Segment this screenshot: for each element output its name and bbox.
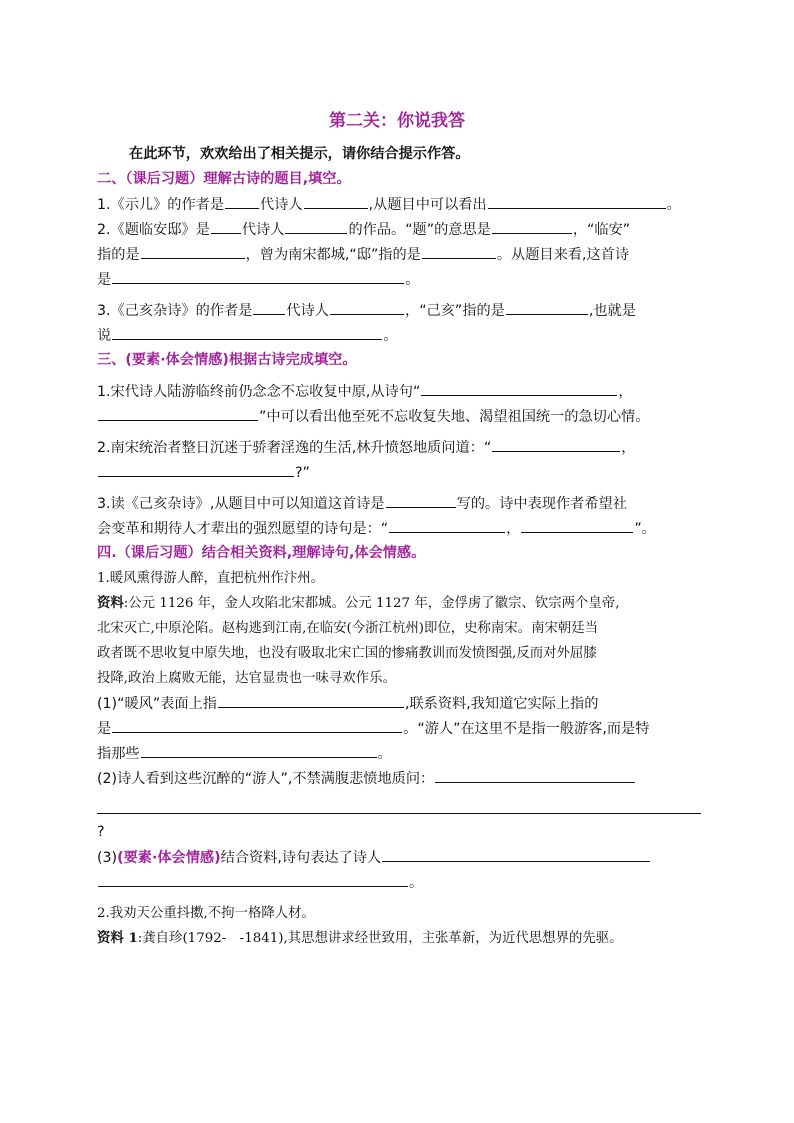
section-2-heading: 二、（课后习题）理解古诗的题目,填空。 (97, 171, 351, 187)
q-text: 是 (97, 721, 112, 737)
reference-text: :公元 1126 年，金人攻陷北宋都城。公元 1127 年，金俘虏了徽宗、钦宗两个皇帝, (123, 596, 620, 611)
q-text: 结合资料,诗句表达了诗人 (220, 850, 382, 866)
q-text: 代诗人 (286, 303, 329, 319)
answer-blank[interactable] (225, 192, 259, 209)
question-4-3-cont (97, 870, 705, 895)
question-4-1-end (97, 741, 705, 766)
answer-blank[interactable] (285, 217, 347, 234)
poem-line-2: 2.我劝天公重抖擞,不拘一格降人材。 (97, 906, 315, 921)
answer-blank[interactable] (506, 298, 588, 315)
question-2-2-end (97, 267, 705, 292)
question-2-3 (97, 298, 705, 323)
q-text: 的作品。“题”的意思是 (348, 222, 491, 238)
question-3-1-cont (97, 404, 705, 429)
section-4-heading: 四.（课后习题）结合相关资料,理解诗句,体会情感。 (97, 545, 426, 561)
page-title: 第二关：你说我答 (329, 111, 465, 131)
q-text: 。 (383, 328, 398, 344)
q-text: (2)诗人看到这些沉醉的“游人”,不禁满腹悲愤地质问： (97, 771, 435, 787)
answer-blank[interactable] (422, 242, 496, 259)
q-text: (3) (97, 850, 118, 866)
q-text: ， (506, 521, 521, 537)
q-text: ， (621, 440, 636, 456)
q-text: ”。 (634, 521, 656, 537)
q-text: 。从题目来看,这首诗 (496, 247, 630, 263)
question-4-2-end: ? (97, 824, 105, 840)
answer-blank[interactable] (112, 267, 404, 284)
answer-blank[interactable] (141, 741, 377, 758)
section-3-heading (97, 348, 705, 373)
intro-text: 在此环节，欢欢给出了相关提示，请你结合提示作答。 (129, 146, 470, 162)
q-text: 指那些 (97, 746, 140, 762)
answer-line[interactable] (97, 791, 701, 814)
q-text: 。 (666, 197, 681, 213)
question-3-2-cont (97, 460, 705, 485)
q-text: ,也就是 (588, 303, 636, 319)
section-title: 根据古诗完成填空。 (228, 352, 357, 368)
answer-blank[interactable] (98, 460, 294, 477)
answer-blank[interactable] (435, 766, 635, 783)
q-text: ，曾为南宋都城,“邸”指的是 (245, 247, 421, 263)
question-2-3-cont (97, 323, 705, 348)
question-3-1 (97, 379, 705, 404)
element-tag: (要素·体会情感) (117, 850, 221, 866)
reference-1-line: 投降,政治上腐败无能，达官显贵也一味寻欢作乐。 (97, 671, 396, 686)
q-text: 说 (97, 328, 112, 344)
answer-blank[interactable] (492, 435, 620, 452)
q-text: ”中可以看出他至死不忘收复失地、渴望祖国统一的急切心情。 (259, 409, 650, 425)
q-text: 代诗人 (241, 222, 285, 238)
reference-label: 资料 (97, 595, 124, 611)
q-text: 1.宋代诗人陆游临终前仍念念不忘收复中原,从诗句“ (97, 384, 421, 400)
q-text: 。 (409, 875, 424, 891)
reference-1-line: 政者既不思收复中原失地，也没有吸取北宋亡国的惨痛教训而发愤图强,反而对外屈膝 (97, 646, 597, 661)
q-text: 指的是 (97, 247, 140, 263)
reference-label: 资料 1 (97, 930, 138, 946)
reference-text: :龚自珍(1792- -1841),其思想讲求经世致用，主张革新，为近代思想界的先驱。 (137, 931, 623, 946)
question-2-1 (97, 192, 705, 217)
q-text: 1.《示儿》的作者是 (97, 197, 225, 213)
q-text: 。 (405, 272, 420, 288)
answer-blank[interactable] (253, 298, 285, 315)
answer-blank[interactable] (382, 845, 650, 862)
answer-blank[interactable] (492, 217, 572, 234)
answer-blank[interactable] (211, 217, 241, 234)
q-text: ，“己亥”指的是 (405, 303, 505, 319)
poem-line-1: 1.暖风熏得游人醉，直把杭州作汴州。 (97, 571, 325, 586)
q-text: ,联系资料,我知道它实际上指的 (404, 696, 599, 712)
answer-blank[interactable] (389, 516, 505, 533)
q-text: ，“临安” (572, 222, 631, 238)
answer-blank[interactable] (330, 298, 404, 315)
q-text: 2.南宋统治者整日沉迷于骄奢淫逸的生活,林升愤怒地质问道：“ (97, 440, 492, 456)
q-text: ， (618, 384, 633, 400)
answer-blank[interactable] (386, 491, 456, 508)
question-3-3-cont (97, 516, 705, 541)
answer-blank[interactable] (141, 242, 245, 259)
q-text: 写的。诗中表现作者希望社 (456, 496, 627, 512)
answer-blank[interactable] (218, 691, 404, 708)
q-text: 代诗人 (260, 197, 303, 213)
answer-blank[interactable] (421, 379, 617, 396)
question-4-2 (97, 766, 705, 791)
answer-blank[interactable] (304, 192, 368, 209)
question-2-2 (97, 217, 705, 242)
question-3-3 (97, 491, 705, 516)
question-4-1 (97, 691, 705, 716)
question-3-2 (97, 435, 705, 460)
reference-2-line (97, 926, 705, 951)
answer-blank[interactable] (112, 323, 382, 340)
answer-blank[interactable] (98, 404, 258, 421)
q-text: 。 (377, 746, 392, 762)
q-text: ?” (295, 465, 310, 481)
answer-blank[interactable] (112, 716, 402, 733)
worksheet-body (97, 142, 705, 951)
answer-blank[interactable] (98, 870, 408, 887)
q-text: 是 (97, 272, 112, 288)
q-text: 会变革和期待人才辈出的强烈愿望的诗句是：“ (97, 521, 389, 537)
question-2-2-cont (97, 242, 705, 267)
reference-1-line: 北宋灭亡,中原沦陷。赵构逃到江南,在临安(今浙江杭州)即位，史称南宋。南宋朝廷当 (97, 621, 599, 636)
q-text: 3.读《己亥杂诗》,从题目中可以知道这首诗是 (97, 496, 385, 512)
section-tag: 三、(要素·体会情感) (97, 352, 229, 368)
q-text: 3.《己亥杂诗》的作者是 (97, 303, 253, 319)
question-4-1-cont (97, 716, 705, 741)
question-4-3 (97, 845, 705, 870)
q-text: 。“游人”在这里不是指一般游客,而是特 (403, 721, 650, 737)
q-text: ,从题目中可以看出 (368, 197, 487, 213)
reference-1-line (97, 591, 705, 616)
answer-blank[interactable] (521, 516, 633, 533)
q-text: 2.《题临安邸》是 (97, 222, 210, 238)
answer-blank[interactable] (488, 192, 666, 209)
q-text: (1)“暖风”表面上指 (97, 696, 217, 712)
